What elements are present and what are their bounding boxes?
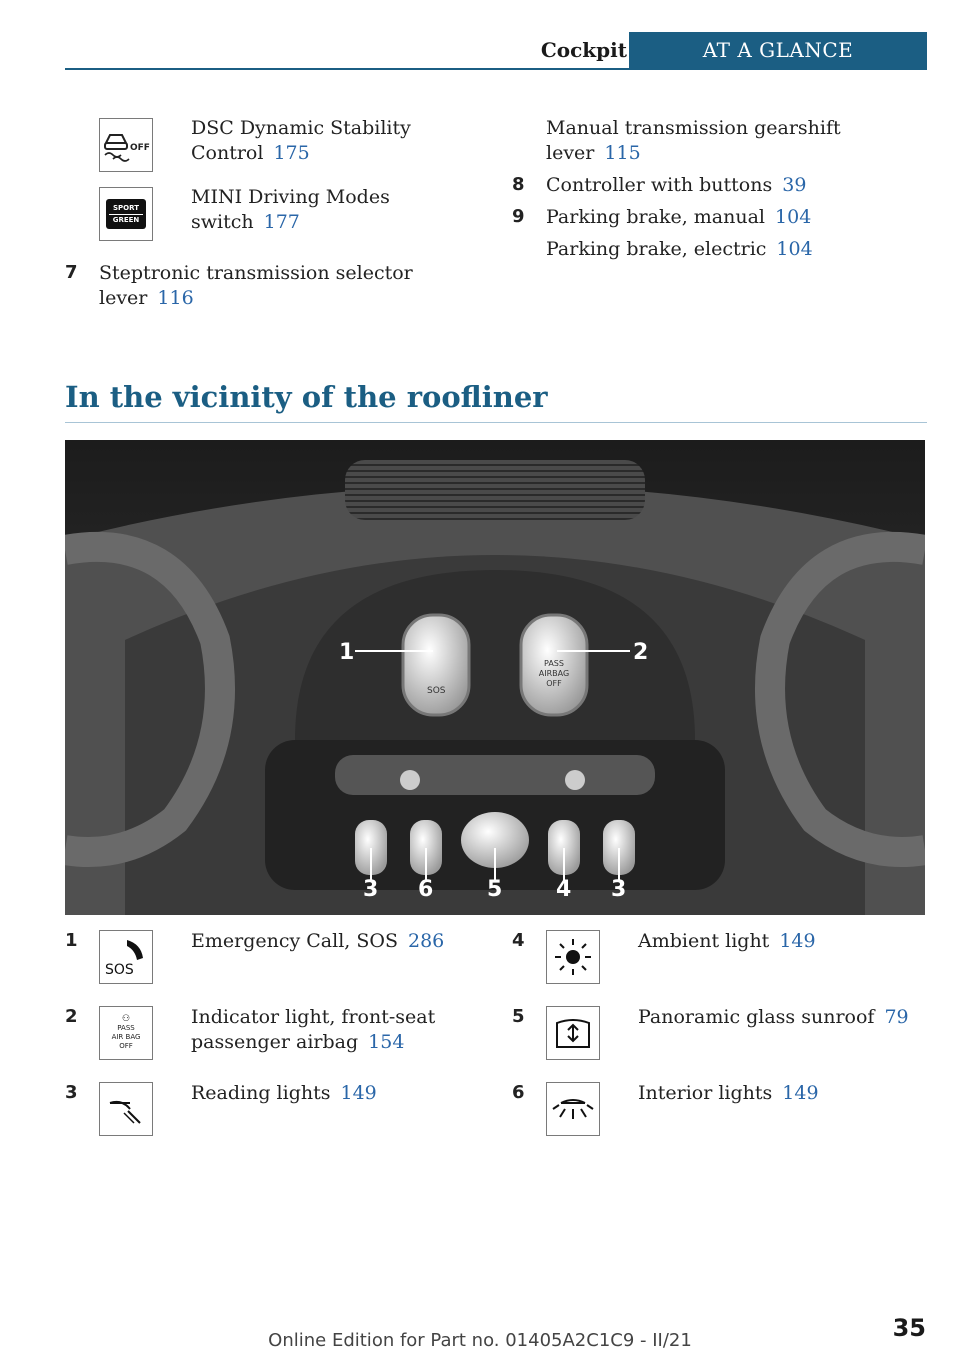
page-ref-link[interactable]: 286 [407,930,445,952]
roofliner-photo [65,440,925,915]
list-item [638,929,918,954]
list-item [191,185,421,235]
icon-label: SOS [105,962,134,978]
page-ref-link[interactable]: 104 [775,206,812,228]
header-chapter-tab[interactable]: AT A GLANCE [629,32,927,68]
airbag-label: AIRBAG [538,669,570,678]
sport-green-icon [99,187,153,241]
item-number: 8 [512,174,525,195]
sunroof-icon [546,1006,600,1060]
callout-3-right: 3 [611,877,627,902]
page-ref-link[interactable]: 154 [368,1031,405,1053]
sos-label: SOS [427,686,446,696]
list-item [191,1005,481,1055]
airbag-label: PASS [544,659,564,668]
item-label: Emergency Call, SOS [191,930,398,952]
page-ref-link[interactable]: 116 [157,287,194,309]
list-item [546,205,906,230]
header-section: Cockpit [540,38,627,62]
item-number: 4 [512,930,525,951]
item-label: Panoramic glass sunroof [638,1006,875,1028]
page-ref-link[interactable]: 149 [340,1082,377,1104]
item-label: Controller with buttons [546,174,773,196]
item-number: 2 [65,1006,78,1027]
page-ref-link[interactable]: 39 [782,174,807,196]
callout-4: 4 [556,877,572,902]
list-item [546,116,856,166]
item-label: DSC Dynamic Stability Control [191,117,411,164]
item-label: Reading lights [191,1082,331,1104]
reading-light-icon [99,1082,153,1136]
item-label: Steptronic transmission selector lever [99,262,413,309]
page-ref-link[interactable]: 149 [782,1082,819,1104]
item-label: MINI Driving Modes switch [191,186,390,233]
callout-2: 2 [633,640,649,665]
page-ref-link[interactable]: 104 [776,238,813,260]
item-label: Parking brake, manual [546,206,766,228]
list-item [191,116,481,166]
callout-1: 1 [339,640,355,665]
icon-label: OFF [119,1042,133,1050]
interior-light-icon [546,1082,600,1136]
list-item [191,1081,481,1106]
icon-label: GREEN [112,215,140,224]
item-number: 7 [65,262,78,283]
item-label: Manual transmission gearshift lever [546,117,841,164]
header-rule [65,68,927,70]
page-header [65,32,927,70]
page-ref-link[interactable]: 115 [604,142,641,164]
item-number: 6 [512,1082,525,1103]
item-number: 3 [65,1082,78,1103]
item-number: 1 [65,930,78,951]
item-label: Parking brake, electric [546,238,767,260]
list-item [546,173,906,198]
callout-5: 5 [487,877,503,902]
item-number: 5 [512,1006,525,1027]
callout-6: 6 [418,877,434,902]
sos-phone-icon [99,930,153,984]
item-label: Interior lights [638,1082,773,1104]
item-label: Indicator light, front-seat passenger airbag [191,1006,436,1053]
footer-edition: Online Edition for Part no. 01405A2C1C9 - II/21 [268,1330,692,1351]
ambient-light-icon [546,930,600,984]
icon-label: PASS [117,1024,135,1032]
svg-text:OFF: OFF [130,143,150,153]
page-number: 35 [892,1314,926,1342]
list-item [546,237,906,262]
item-number: 9 [512,206,525,227]
icon-label: SPORT [113,203,139,212]
passenger-airbag-off-icon: ⚇ PASS AIR BAG OFF [99,1006,153,1060]
page-ref-link[interactable]: 177 [263,211,300,233]
list-item [191,929,481,954]
list-item [638,1005,928,1030]
list-item [99,261,429,311]
dsc-off-icon [99,118,153,172]
section-title: In the vicinity of the roofliner [65,380,548,414]
list-item [638,1081,918,1106]
page-ref-link[interactable]: 149 [779,930,816,952]
airbag-label: OFF [546,679,562,688]
item-label: Ambient light [638,930,770,952]
section-rule [65,422,927,423]
icon-label: AIR BAG [111,1033,141,1041]
page-ref-link[interactable]: 79 [884,1006,909,1028]
page-ref-link[interactable]: 175 [273,142,310,164]
callout-3-left: 3 [363,877,379,902]
